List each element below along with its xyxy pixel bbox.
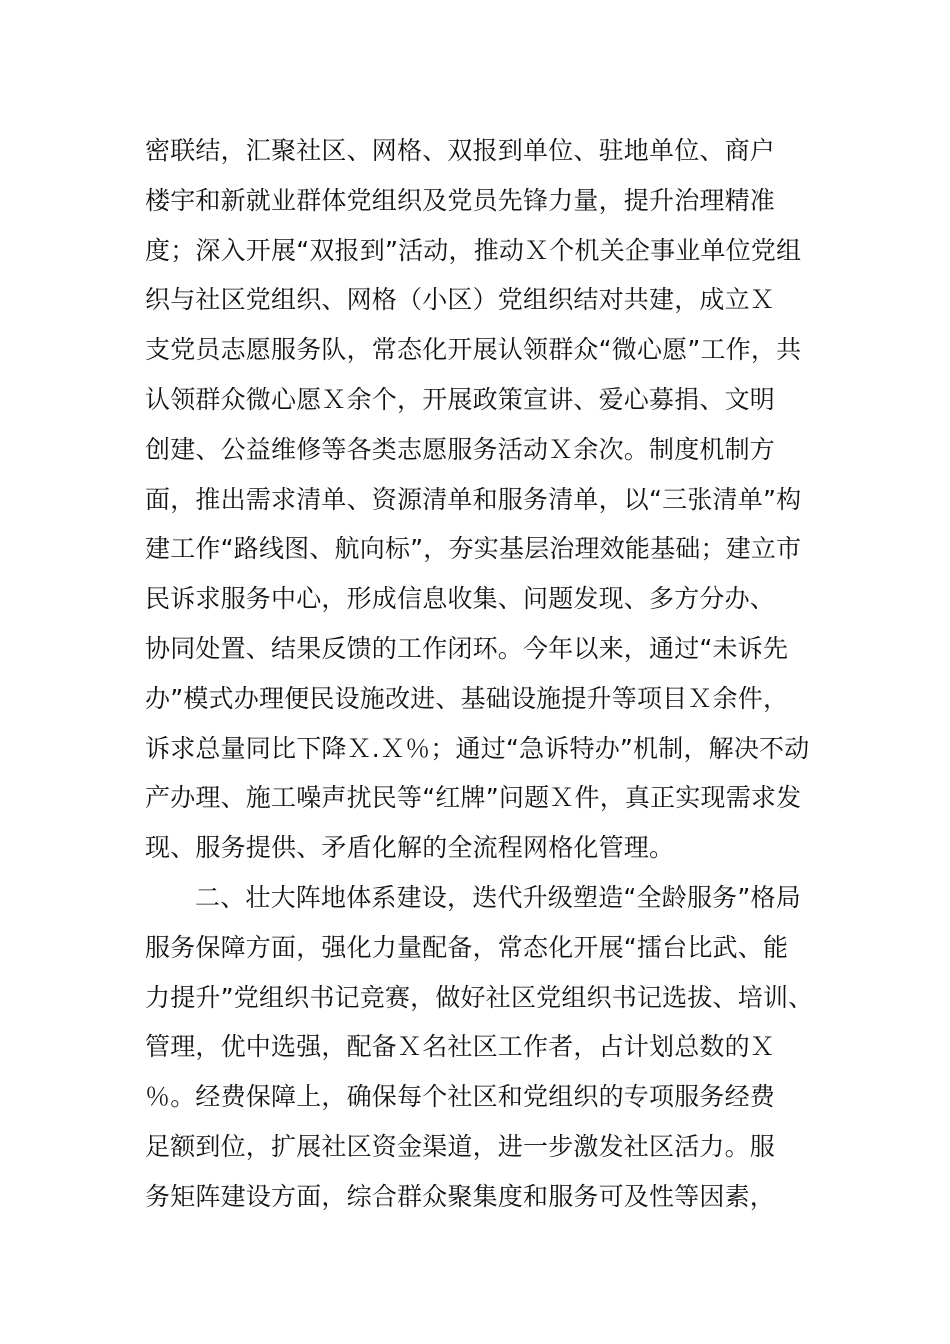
body-text: [145, 126, 815, 1222]
text-line: 足额到位，扩展社区资金渠道，进一步激发社区活力。服: [145, 1131, 776, 1161]
text-line: 民诉求服务中心，形成信息收集、问题发现、多方分办、: [145, 584, 776, 614]
text-line: 现、服务提供、矛盾化解的全流程网格化管理。: [145, 833, 675, 863]
text-line: 建工作“路线图、航向标”，夯实基层治理效能基础；建立市: [145, 534, 802, 564]
text-line: 面，推出需求清单、资源清单和服务清单，以“三张清单”构: [145, 484, 802, 514]
text-line: 支党员志愿服务队，常态化开展认领群众“微心愿”工作，共: [145, 335, 802, 365]
text-line: 楼宇和新就业群体党组织及党员先锋力量，提升治理精准: [145, 185, 776, 215]
text-line: 密联结，汇聚社区、网格、双报到单位、驻地单位、商户: [145, 136, 776, 165]
text-line: 诉求总量同比下降Ｘ.Ｘ％；通过“急诉特办”机制，解决不动: [145, 733, 810, 763]
text-line: 协同处置、结果反馈的工作闭环。今年以来，通过“未诉先: [145, 633, 789, 663]
text-line: 产办理、施工噪声扰民等“红牌”问题Ｘ件，真正实现需求发: [145, 783, 802, 813]
text-line: 织与社区党组织、网格（小区）党组织结对共建，成立Ｘ: [145, 285, 776, 315]
text-line: 认领群众微心愿Ｘ余个，开展政策宣讲、爱心募捐、文明: [145, 384, 776, 414]
text-line: 务矩阵建设方面，综合群众聚集度和服务可及性等因素，: [145, 1181, 776, 1211]
text-line: 创建、公益维修等各类志愿服务活动Ｘ余次。制度机制方: [145, 434, 776, 464]
section-heading: 二、壮大阵地体系建设，迭代升级塑造“全龄服务”格局: [195, 882, 801, 912]
text-line: 办”模式办理便民设施改进、基础设施提升等项目Ｘ余件，: [145, 683, 789, 713]
text-line: ％。经费保障上，确保每个社区和党组织的专项服务经费: [145, 1082, 776, 1112]
text-line: 度；深入开展“双报到”活动，推动Ｘ个机关企事业单位党组: [145, 235, 802, 265]
text-line: 服务保障方面，强化力量配备，常态化开展“擂台比武、能: [145, 932, 789, 962]
text-line: 力提升”党组织书记竞赛，做好社区党组织书记选拔、培训、: [145, 982, 814, 1012]
text-line: 管理，优中选强，配备Ｘ名社区工作者，占计划总数的Ｘ: [145, 1032, 776, 1062]
